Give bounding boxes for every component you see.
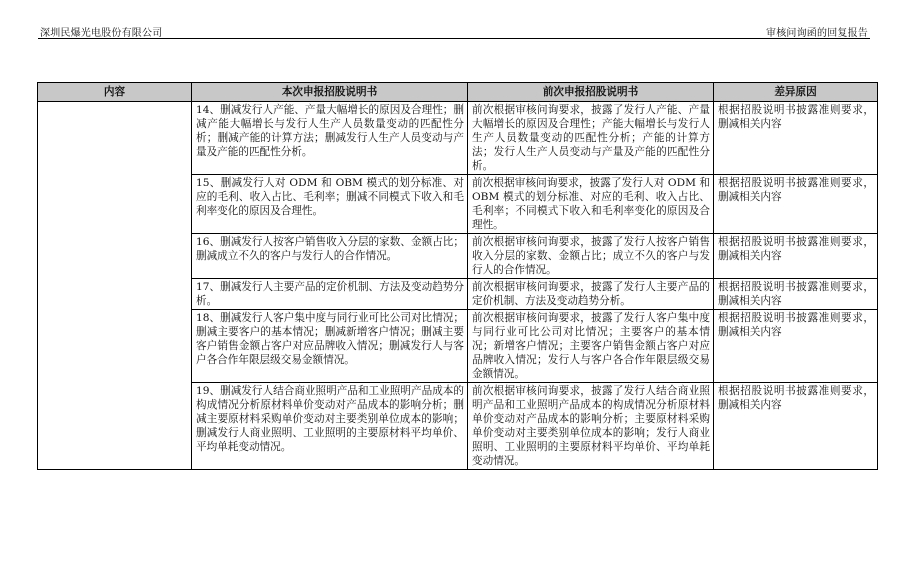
current-cell: 17、删减发行人主要产品的定价机制、方法及变动趋势分析。 [192,279,468,310]
current-cell: 14、删减发行人产能、产量大幅增长的原因及合理性；删减产能大幅增长与发行人生产人员数量变动的匹配性分析；删减产能的计算方法；删减发行人生产人员变动与产量及产能的匹配性分析。 [192,102,468,175]
previous-cell: 前次根据审核问询要求，披露了发行人客户集中度与同行业可比公司对比情况；主要客户的基本情况；新增客户情况；主要客户销售金额占客户对应品牌收入情况；发行人与客户各合作年限层级交易金额情况。 [468,310,714,383]
reason-cell: 根据招股说明书披露准则要求，删减相关内容 [714,310,878,383]
previous-cell: 前次根据审核问询要求，披露了发行人结合商业照明产品和工业照明产品成本的构成情况分析原材料单价变动对产品成本的影响分析；主要原材料采购单价变动对主要类别单位成本的影响；发行人商业照明、工业照明的主要原材料平均单价、平均单耗变动情况。 [468,383,714,470]
comparison-table [37,82,878,470]
reason-cell: 根据招股说明书披露准则要求，删减相关内容 [714,279,878,310]
current-cell: 16、删减发行人按客户销售收入分层的家数、金额占比；删减成立不久的客户与发行人的合作情况。 [192,234,468,279]
column-header-content: 内容 [38,83,192,102]
reason-cell: 根据招股说明书披露准则要求，删减相关内容 [714,234,878,279]
current-cell: 15、删减发行人对 ODM 和 OBM 模式的划分标准、对应的毛利、收入占比、毛利率；删减不同模式下收入和毛利率变化的原因及合理性。 [192,175,468,234]
document-title: 审核问询函的回复报告 [766,28,868,39]
previous-cell: 前次根据审核问询要求，披露了发行人主要产品的定价机制、方法及变动趋势分析。 [468,279,714,310]
header-divider [38,38,870,39]
previous-cell: 前次根据审核问询要求，披露了发行人对 ODM 和 OBM 模式的划分标准、对应的毛利、收入占比、毛利率；不同模式下收入和毛利率变化的原因及合理性。 [468,175,714,234]
table-header-row [38,83,878,102]
content-cell [38,102,192,470]
previous-cell: 前次根据审核问询要求，披露了发行人产能、产量大幅增长的原因及合理性；产能大幅增长与发行人生产人员数量变动的匹配性分析；产能的计算方法；发行人生产人员变动与产量及产能的匹配性分析。 [468,102,714,175]
table-row [38,102,878,175]
reason-cell: 根据招股说明书披露准则要求，删减相关内容 [714,102,878,175]
current-cell: 19、删减发行人结合商业照明产品和工业照明产品成本的构成情况分析原材料单价变动对产品成本的影响分析；删减主要原材料采购单价变动对主要类别单位成本的影响；删减发行人商业照明、工业照明的主要原材料平均单价、平均单耗变动情况。 [192,383,468,470]
company-name: 深圳民爆光电股份有限公司 [40,28,163,39]
previous-cell: 前次根据审核问询要求，披露了发行人按客户销售收入分层的家数、金额占比；成立不久的客户与发行人的合作情况。 [468,234,714,279]
reason-cell: 根据招股说明书披露准则要求，删减相关内容 [714,383,878,470]
current-cell: 18、删减发行人客户集中度与同行业可比公司对比情况；删减主要客户的基本情况；删减新增客户情况；删减主要客户销售金额占客户对应品牌收入情况；删减发行人与客户各合作年限层级交易金额情况。 [192,310,468,383]
column-header-previous-prospectus: 前次申报招股说明书 [468,83,714,102]
column-header-difference-reason: 差异原因 [714,83,878,102]
column-header-current-prospectus: 本次申报招股说明书 [192,83,468,102]
reason-cell: 根据招股说明书披露准则要求，删减相关内容 [714,175,878,234]
